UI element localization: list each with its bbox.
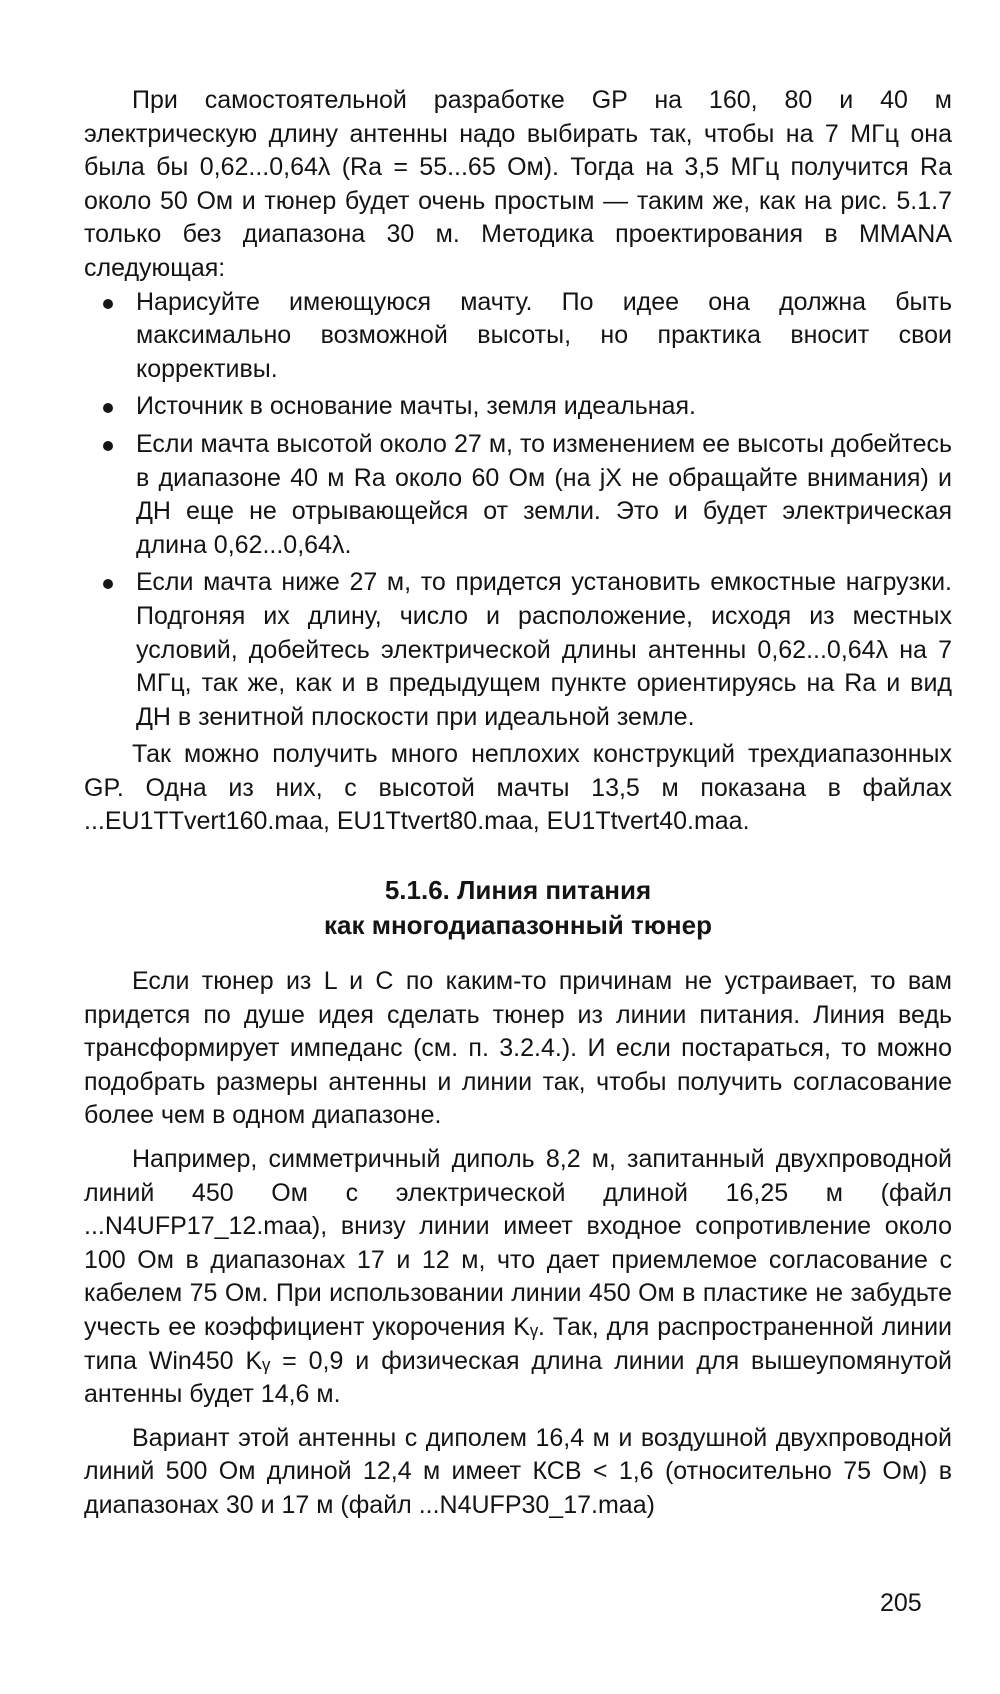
section-paragraph: Например, симметричный диполь 8,2 м, запитанный двухпроводной линий 450 Ом с электрической длиной 16,25 м (файл ...N4UFP17_12.maa), внизу линии имеет входное сопротивление около 100 Ом в диапазонах 17 и 12 м, что дает приемлемое согласование с кабелем 75 Ом. При использовании линии 450 Ом в пластике не забудьте учесть ее коэффициент укорочения Kᵧ. Так, для распространенной линии типа Win450 Kᵧ = 0,9 и физическая длина линии для вышеупомянутой антенны будет 14,6 м.: [84, 1145, 952, 1409]
section-heading-line-2: как многодиапазонный тюнер: [324, 910, 712, 941]
list-item: [136, 566, 952, 734]
bullet-icon: [103, 579, 113, 589]
intro-paragraph: При самостоятельной разработке GP на 160, 80 и 40 м электрическую длину антенны надо выбирать так, чтобы на 7 МГц она была бы 0,62...0,64λ (Ra = 55...65 Ом). Тогда на 3,5 МГц получится Ra около 50 Ом и тюнер будет очень простым — таким же, как на рис. 5.1.7 только без диапазона 30 м. Методика проектирования в MMANA следующая:: [84, 86, 952, 282]
closing-paragraph: Так можно получить много неплохих конструкций трехдиапазонных GP. Одна из них, с высотой мачты 13,5 м показана в файлах ...EU1TTvert160.maa, EU1Ttvert80.maa, EU1Ttvert40.maa.: [84, 740, 952, 836]
design-steps-list: [84, 286, 952, 735]
list-item-text: Если мачта ниже 27 м, то придется установить емкостные нагрузки. Подгоняя их длину, число и расположение, исходя из местных условий, добейтесь электрической длины антенны 0,62...0,64λ на 7 МГц, так же, как и в предыдущем пункте ориентируясь на Ra и вид ДН в зенитной плоскости при идеальной земле.: [136, 568, 952, 731]
page-number: 205: [880, 1589, 922, 1617]
list-item-text: Нарисуйте имеющуюся мачту. По идее она должна быть максимально возможной высоты, но практика вносит свои коррективы.: [136, 287, 952, 383]
list-item-text: Источник в основание мачты, земля идеальная.: [136, 392, 696, 421]
list-item: [136, 428, 952, 562]
bullet-icon: [103, 441, 113, 451]
list-item-text: Если мачта высотой около 27 м, то изменением ее высоты добейтесь в диапазоне 40 м Ra около 60 Ом (на jX не обращайте внимания) и ДН еще не отрывающейся от земли. Это и будет электрическая длина 0,62...0,64λ.: [136, 429, 952, 559]
section-heading: [84, 873, 952, 943]
list-item: [136, 390, 952, 424]
list-item: [136, 286, 952, 387]
bullet-icon: [103, 403, 113, 413]
page-body: [84, 84, 952, 1523]
section-paragraph: Если тюнер из L и C по каким-то причинам не устраивает, то вам придется по душе идея сделать тюнер из линии питания. Линия ведь трансформирует импеданс (см. п. 3.2.4.). И если постараться, то можно подобрать размеры антенны и линии так, чтобы получить согласование более чем в одном диапазоне.: [84, 967, 952, 1130]
section-paragraph: Вариант этой антенны с диполем 16,4 м и воздушной двухпроводной линий 500 Ом длиной 12,4 м имеет КСВ < 1,6 (относительно 75 Ом) в диапазонах 30 и 17 м (файл ...N4UFP30_17.maa): [84, 1423, 952, 1519]
section-heading-line-1: 5.1.6. Линия питания: [384, 875, 652, 906]
bullet-icon: [103, 299, 113, 309]
